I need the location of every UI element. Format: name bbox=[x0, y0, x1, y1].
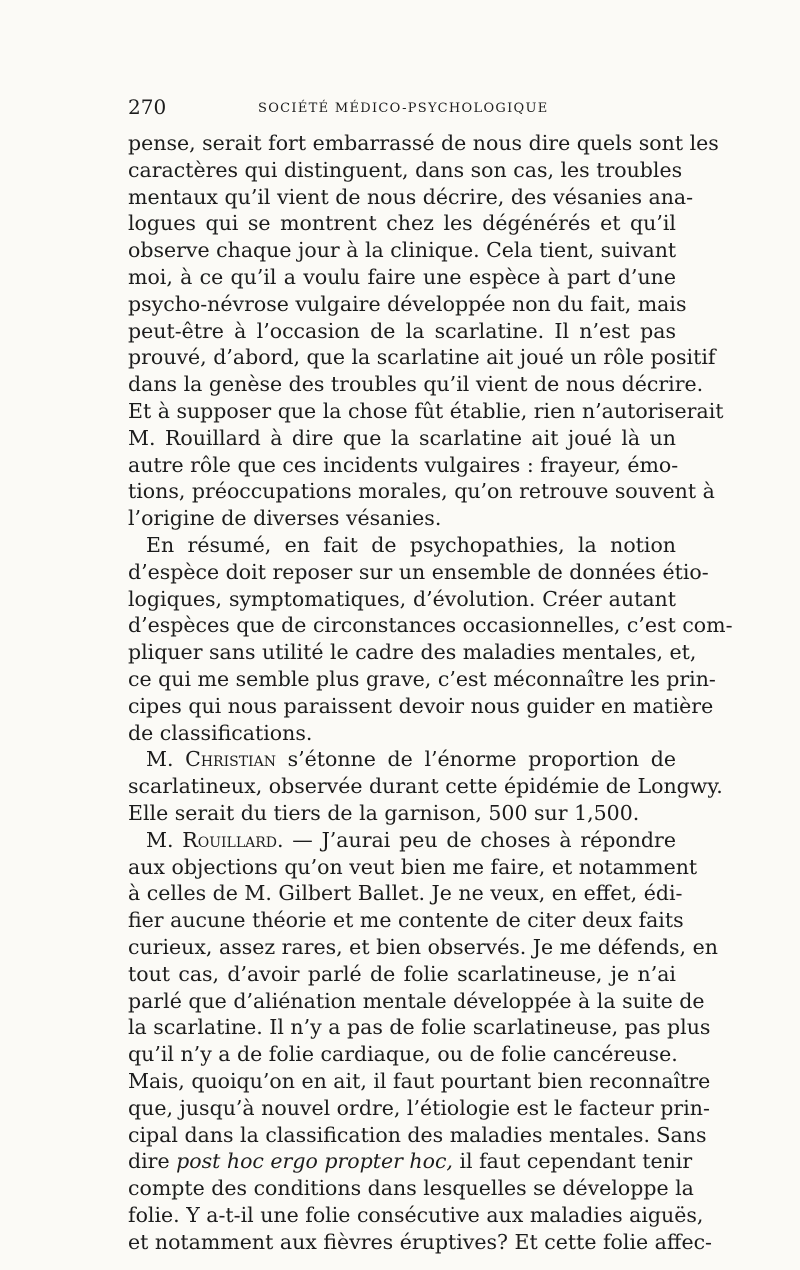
text-line bbox=[128, 746, 676, 772]
line-text: cipal dans la classification des maladies mentales. Sans bbox=[128, 1122, 707, 1147]
text-line bbox=[128, 559, 709, 585]
text-line bbox=[128, 1068, 711, 1094]
line-text: moi, à ce qu’il a voulu faire une espèce à part d’une bbox=[128, 265, 676, 289]
text-line bbox=[128, 1122, 707, 1148]
line-text: Elle serait du tiers de la garnison, 500 sur 1,500. bbox=[128, 801, 640, 825]
text-line bbox=[128, 612, 733, 638]
text-line bbox=[128, 1229, 712, 1255]
text-line bbox=[128, 532, 676, 558]
text-line bbox=[128, 880, 683, 906]
text-line bbox=[128, 693, 714, 719]
line-text: s’étonne de l’énorme proportion de bbox=[275, 747, 676, 772]
text-line bbox=[128, 666, 716, 692]
line-text: cipes qui nous paraissent devoir nous guider en matière bbox=[128, 693, 714, 718]
line-text: autre rôle que ces incidents vulgaires : frayeur, émo- bbox=[128, 452, 679, 477]
line-text: prouvé, d’abord, que la scarlatine ait joué un rôle positif bbox=[128, 345, 716, 370]
text-line bbox=[128, 1202, 704, 1228]
text-line bbox=[128, 478, 715, 504]
line-text: fier aucune théorie et me contente de citer deux faits bbox=[128, 908, 684, 933]
text-line bbox=[128, 371, 704, 397]
line-text: à celles de M. Gilbert Ballet. Je ne veux, en effet, édi- bbox=[128, 881, 683, 906]
text-line bbox=[128, 425, 676, 451]
text-line bbox=[128, 505, 676, 531]
line-text-prefix: dire bbox=[128, 1149, 177, 1174]
line-text: Et à supposer que la chose fût établie, rien n’autoriserait bbox=[128, 399, 724, 423]
text-line bbox=[128, 237, 676, 263]
line-text: l’origine de diverses vésanies. bbox=[128, 506, 442, 531]
line-text: compte des conditions dans lesquelles se développe la bbox=[128, 1176, 694, 1201]
text-line bbox=[128, 800, 676, 826]
line-text: tout cas, d’avoir parlé de folie scarlatineuse, je n’ai bbox=[128, 961, 676, 986]
line-text: caractères qui distinguent, dans son cas, les troubles bbox=[128, 157, 683, 182]
line-text: pliquer sans utilité le cadre des maladies mentales, et, bbox=[128, 640, 697, 665]
text-line bbox=[128, 720, 676, 746]
text-line bbox=[128, 130, 719, 156]
page-number: 270 bbox=[128, 95, 167, 119]
line-text: scarlatineux, observée durant cette épidémie de Longwy. bbox=[128, 774, 723, 799]
page-header bbox=[128, 92, 676, 122]
line-text: mentaux qu’il vient de nous décrire, des vésanies ana- bbox=[128, 184, 694, 209]
line-text: tions, préoccupations morales, qu’on retrouve souvent à bbox=[128, 479, 715, 504]
line-text: aux objections qu’on veut bien me faire, et notamment bbox=[128, 854, 698, 879]
text-line bbox=[128, 452, 679, 478]
line-text: la scarlatine. Il n’y a pas de folie scarlatineuse, pas plus bbox=[128, 1015, 711, 1040]
text-line bbox=[128, 773, 723, 799]
text-line bbox=[128, 344, 716, 370]
line-text: ce qui me semble plus grave, c’est méconnaître les prin- bbox=[128, 667, 716, 691]
text-line bbox=[128, 1041, 676, 1067]
line-text: folie. Y a-t-il une folie consécutive aux maladies aiguës, bbox=[128, 1203, 704, 1227]
line-text: il faut cependant tenir bbox=[452, 1149, 693, 1174]
text-line bbox=[128, 318, 676, 344]
text-line bbox=[128, 398, 724, 424]
line-text: — J’aurai peu de choses à répondre bbox=[283, 827, 676, 852]
text-line bbox=[128, 586, 676, 612]
text-line bbox=[128, 934, 718, 960]
line-text: M. Rouillard à dire que la scarlatine ait joué là un bbox=[128, 425, 676, 450]
line-text: que, jusqu’à nouvel ordre, l’étiologie est le facteur prin- bbox=[128, 1095, 710, 1120]
line-text: Mais, quoiqu’on en ait, il faut pourtant bien reconnaître bbox=[128, 1069, 711, 1093]
line-text: parlé que d’aliénation mentale développée à la suite de bbox=[128, 988, 705, 1013]
text-line bbox=[128, 210, 676, 236]
line-text: logues qui se montrent chez les dégénérés et qu’il bbox=[128, 211, 676, 236]
text-line bbox=[128, 157, 683, 183]
text-line bbox=[128, 264, 676, 290]
text-line bbox=[128, 907, 684, 933]
text-line bbox=[128, 1014, 711, 1040]
line-text: qu’il n’y a de folie cardiaque, ou de folie cancéreuse. bbox=[128, 1042, 678, 1067]
text-line bbox=[128, 639, 697, 665]
text-line bbox=[128, 1175, 694, 1201]
line-text: En résumé, en fait de psychopathies, la notion bbox=[146, 533, 676, 557]
line-text: curieux, assez rares, et bien observés. Je me défends, en bbox=[128, 935, 718, 959]
text-line bbox=[128, 1095, 710, 1121]
text-line bbox=[128, 854, 698, 880]
text-line bbox=[128, 988, 705, 1014]
text-line bbox=[128, 961, 676, 987]
line-text: observe chaque jour à la clinique. Cela tient, suivant bbox=[128, 238, 677, 263]
line-text: dans la genèse des troubles qu’il vient de nous décrire. bbox=[128, 372, 704, 397]
italic-phrase: post hoc ergo propter hoc, bbox=[176, 1149, 453, 1174]
text-line bbox=[128, 291, 687, 317]
line-text: d’espèces que de circonstances occasionnelles, c’est com- bbox=[128, 613, 733, 638]
speaker-name: M. Rouillard. bbox=[146, 827, 284, 852]
line-text: logiques, symptomatiques, d’évolution. Créer autant bbox=[128, 586, 676, 611]
line-text: de classifications. bbox=[128, 720, 313, 745]
line-text: et notamment aux fièvres éruptives? Et cette folie affec- bbox=[128, 1229, 712, 1254]
line-text: d’espèce doit reposer sur un ensemble de données étio- bbox=[128, 559, 709, 584]
speaker-name: M. Christian bbox=[146, 747, 276, 772]
line-text: psycho-névrose vulgaire développée non du fait, mais bbox=[128, 291, 687, 316]
line-text: peut-être à l’occasion de la scarlatine. Il n’est pas bbox=[128, 318, 676, 343]
text-line bbox=[128, 184, 694, 210]
running-head: SOCIÉTÉ MÉDICO-PSYCHOLOGIQUE bbox=[258, 101, 549, 116]
line-text: pense, serait fort embarrassé de nous dire quels sont les bbox=[128, 131, 719, 155]
text-line bbox=[128, 1148, 693, 1174]
text-line bbox=[128, 827, 676, 853]
